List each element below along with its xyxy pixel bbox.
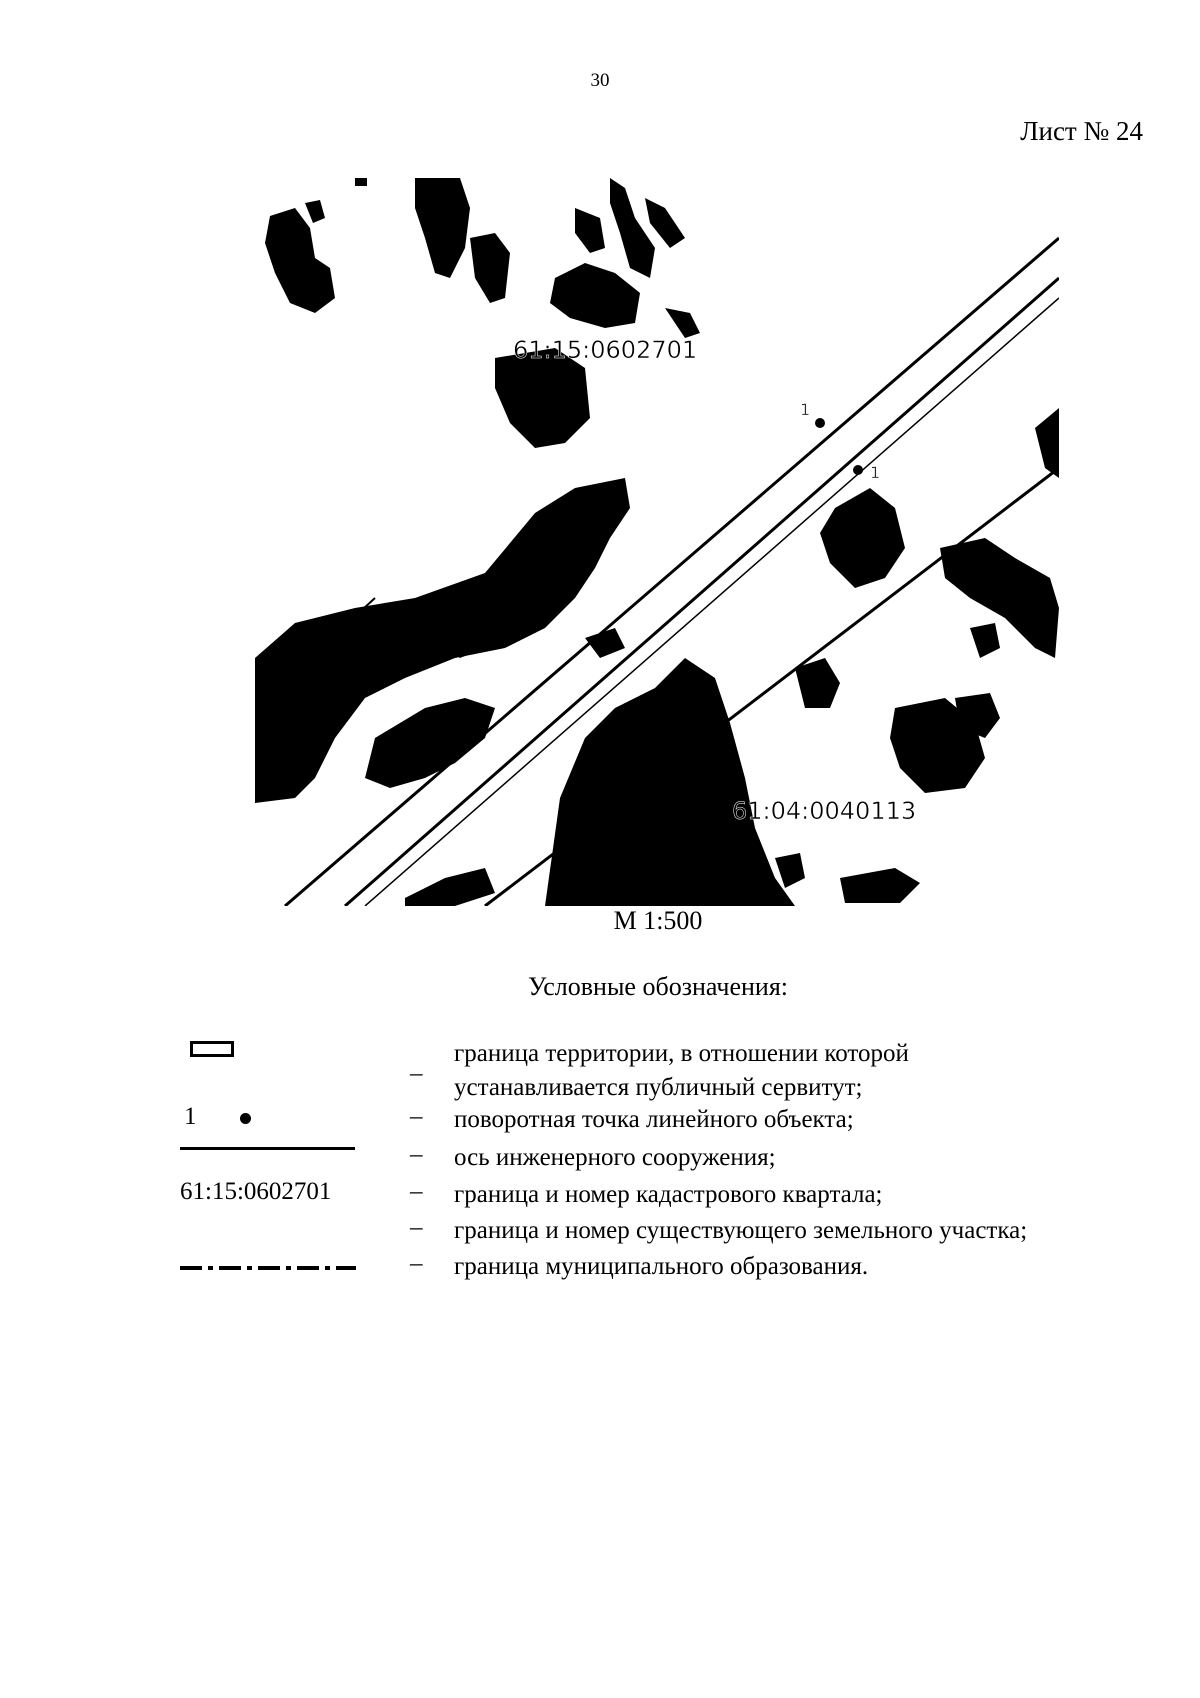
map-image — [255, 178, 1059, 906]
turning-point-dot-icon — [240, 1113, 251, 1124]
legend-text: граница и номер кадастрового квартала; — [454, 1181, 883, 1208]
legend-item-engineering-axis — [180, 1141, 1180, 1177]
solid-line-icon — [180, 1147, 355, 1150]
rectangle-boundary-icon — [190, 1041, 234, 1057]
turning-point — [853, 465, 863, 475]
land-plot-label: 61:04:0040113 — [732, 797, 917, 825]
legend-item-servitude-boundary — [180, 1037, 1180, 1107]
legend-text: поворотная точка линейного объекта; — [454, 1106, 854, 1133]
legend-dash: – — [410, 1178, 423, 1205]
turning-point-label: 1 — [870, 463, 881, 482]
legend-dash: – — [410, 1250, 423, 1277]
legend-item-municipal-boundary — [180, 1250, 1180, 1286]
legend-item-turning-point — [180, 1103, 1180, 1139]
legend-dash: – — [410, 1103, 423, 1130]
legend-text: ось инженерного сооружения; — [454, 1144, 776, 1171]
dash-dot-line-icon — [180, 1264, 360, 1272]
legend-item-land-plot — [180, 1214, 1180, 1250]
legend-title: Условные обозначения: — [527, 972, 789, 1001]
cadastral-quarter-label: 61:15:0602701 — [513, 336, 698, 364]
turning-point-label: 1 — [800, 400, 811, 419]
legend-text: граница муниципального образования. — [454, 1253, 869, 1280]
sheet-label: Лист № 24 — [1020, 116, 1143, 146]
legend-dash: – — [410, 1141, 423, 1168]
legend-text-line: граница территории, в отношении которой — [454, 1040, 909, 1067]
terrain-blob — [355, 178, 367, 186]
legend-dash: _ — [410, 1051, 423, 1078]
map-svg — [255, 178, 1059, 906]
map-scale: М 1:500 — [613, 906, 703, 935]
turning-point-number: 1 — [184, 1103, 197, 1130]
legend-text-line: устанавливается публичный сервитут; — [454, 1074, 863, 1101]
legend-symbol: 61:15:0602701 — [180, 1178, 332, 1205]
page-number: 30 — [590, 70, 610, 91]
legend-item-cadastral-quarter — [180, 1178, 1180, 1214]
legend-text — [454, 1037, 1200, 1105]
legend-text: граница и номер существующего земельного участка; — [454, 1217, 1028, 1244]
turning-point — [815, 418, 825, 428]
legend-dash: – — [410, 1214, 423, 1241]
